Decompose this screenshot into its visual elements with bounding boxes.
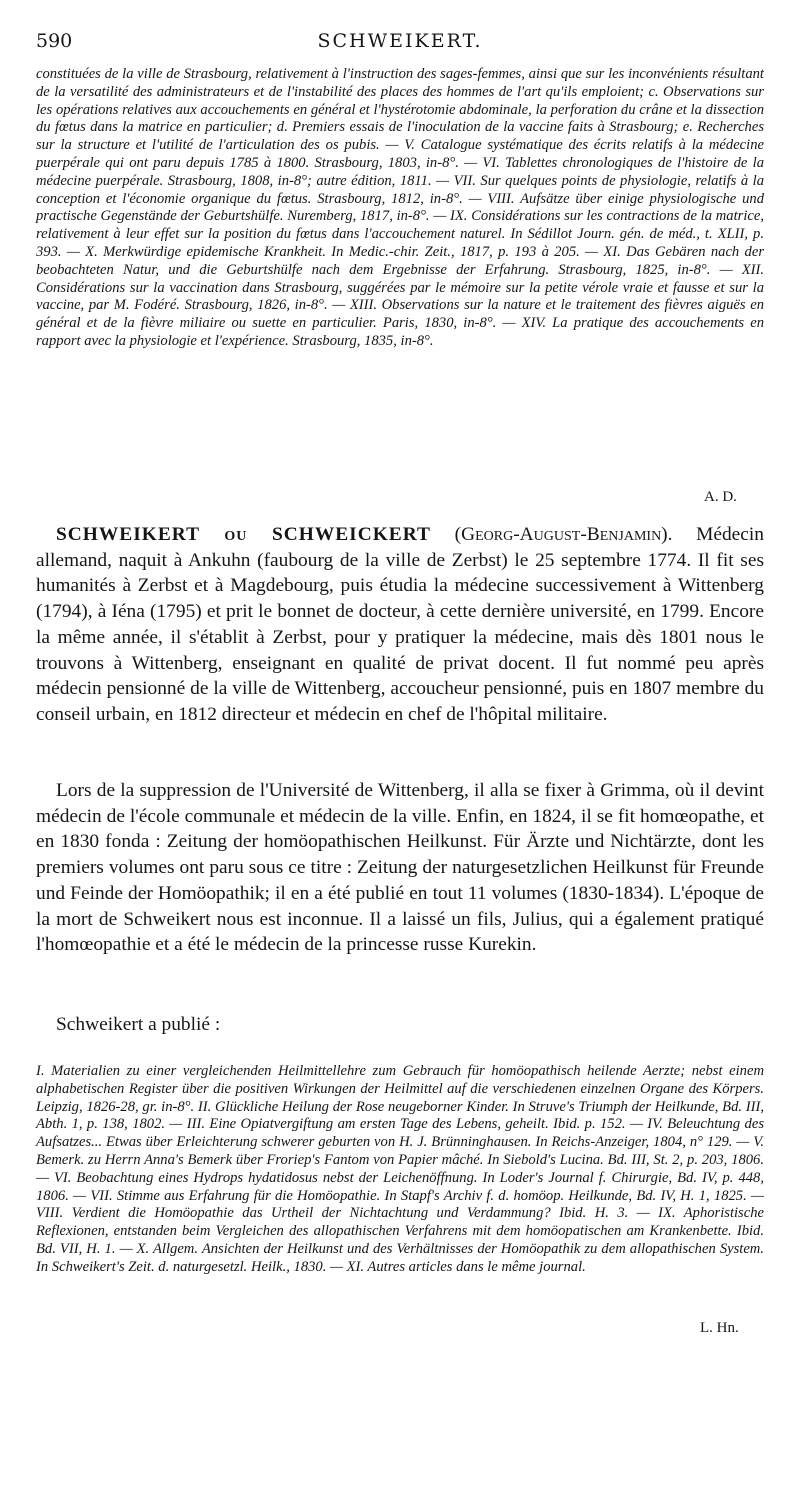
entry-signature: L. Hn. — [700, 1320, 739, 1336]
entry-paragraph-1 — [36, 522, 764, 728]
entry-paragraph-2: Lors de la suppression de l'Université de Wittenberg, il alla se fixer à Grimma, où il devint médecin de l'école communale et médecin de la ville. Enfin, en 1824, il se fit homœopathe, et en 1830 fonda : Zeitung der homöopathischen Heilkunst. Für Ärzte und Nichtärzte, dont les premiers volumes ont paru sous ce titre : Zeitung der naturgesetzlichen Heilkunst für Freunde und Feinde der Homöopathik; il en a été publié en tout 11 volumes (1830-1834). L'époque de la mort de Schweikert nous est inconnue. Il a laissé un fils, Julius, qui a également pratiqué l'homœopathie et a été le médecin de la princesse russe Kurekin. — [36, 780, 764, 956]
entry-paragraph-3: Schweikert a publié : — [56, 1014, 221, 1035]
entry-paragraph-1-text: Médecin allemand, naquit à Ankuhn (faubourg de la ville de Zerbst) le 25 septembre 1774. Il fit ses humanités à Zerbst et à Magdebourg, puis étudia la médecine successivement à Wittenberg (1794), à Iéna (1795) et prit le bonnet de docteur, à cette dernière université, en 1799. Encore la même année, il s'établit à Zerbst, pour y pratiquer la médecine, mais dès 1801 nous le trouvons à Wittenberg, enseignant en qualité de privat docent. Il fut nommé peu après médecin pensionné de la ville de Wittenberg, accoucheur pensionné, puis en 1807 membre du conseil urbain, en 1812 directeur et médecin en chef de l'hôpital militaire. — [36, 524, 764, 725]
running-head — [36, 30, 764, 54]
entry-headword: SCHWEIKERT ou SCHWEICKERT — [56, 524, 431, 545]
previous-entry-bibliography: constituées de la ville de Strasbourg, relativement à l'instruction des sages-femmes, ainsi que sur les inconvénients résultant de la versatilité des administrateurs et de l'instabilité des places des hommes de l'art qu'ils emploient; c. Observations sur les opérations relatives aux accouchements en général et l'hystérotomie abdominale, la perforation du crâne et la dissection du fœtus dans la matrice en particulier; d. Premiers essais de l'inoculation de la vaccine faits à Strasbourg; e. Recherches sur la structure et l'utilité de l'articulation des os pubis. — V. Catalogue systématique des écrits relatifs à la médecine puerpérale qui ont paru depuis 1785 à 1800. Strasbourg, 1803, in-8°. — VI. Tablettes chronologiques de l'histoire de la médecine puerpérale. Strasbourg, 1808, in-8°; autre édition, 1811. — VII. Sur quelques points de physiologie, relatifs à la conception et l'économie organique du fœtus. Strasbourg, 1812, in-8°. — VIII. Aufsätze über einige physiologische und practische Gegenstände der Geburtshülfe. Nuremberg, 1817, in-8°. — IX. Considérations sur les contractions de la matrice, relativement à leur effet sur la position du fœtus dans l'accouchement naturel. In Sédillot Journ. gén. de méd., t. XLII, p. 393. — X. Merkwürdige epidemische Krankheit. In Medic.-chir. Zeit., 1817, p. 193 à 205. — XI. Das Gebären nach der beobachteten Natur, und die Geburtshülfe nach dem Ergebnisse der Erfahrung. Strasbourg, 1825, in-8°. — XII. Considérations sur la vaccination dans Strasbourg, suggérées par le mémoire sur la petite vérole vraie et fausse et sur la vaccine, par M. Fodéré. Strasbourg, 1826, in-8°. — XIII. Observations sur la nature et le traitement des fièvres aiguës en général et de la fièvre miliaire ou suette en particulier. Paris, 1830, in-8°. — XIV. La pratique des accouchements en rapport avec la physiologie et l'expérience. Strasbourg, 1835, in-8°. — [36, 66, 764, 349]
previous-entry-signature: A. D. — [704, 489, 737, 505]
entry-given-names: (Georg-August-Benjamin). — [454, 524, 673, 545]
page-number: 590 — [36, 30, 73, 52]
running-title: SCHWEIKERT. — [317, 30, 483, 52]
entry-works-list: I. Materialien zu einer vergleichenden Heilmittellehre zum Gebrauch für homöopathisch heilende Aerzte; nebst einem alphabetischen Register über die positiven Wirkungen der Heilmittel auf die verschiedenen einzelnen Organe des Körpers. Leipzig, 1826-28, gr. in-8°. II. Glückliche Heilung der Rose neugeborner Kinder. In Struve's Triumph der Heilkunde, Bd. III, Abth. 1, p. 138, 1802. — III. Eine Opiatvergiftung am ersten Tage des Lebens, geheilt. Ibid. p. 152. — IV. Beleuchtung des Aufsatzes... Etwas über Erleichterung schwerer geburten von H. J. Brünninghausen. In Reichs-Anzeiger, 1804, n° 129. — V. Bemerk. zu Herrn Anna's Bemerk über Froriep's Fantom von Papier mâché. In Siebold's Lucina. Bd. III, St. 2, p. 203, 1806. — VI. Beobachtung eines Hydrops hydatidosus nebst der Leichenöffnung. In Loder's Journal f. Chirurgie, Bd. IV, p. 448, 1806. — VII. Stimme aus Erfahrung für die Homöopathie. In Stapf's Archiv f. d. homöop. Heilkunde, Bd. IV, H. 1, 1825. — VIII. Verdient die Homöopathie das Urtheil der Nichtachtung und Verdammung? Ibid. H. 3. — IX. Aphoristische Reflexionen, entstanden beim Vergleichen des allopathischen Verfahrens mit dem homöopatischen am Krankenbette. Ibid. Bd. VII, H. 1. — X. Allgem. Ansichten der Heilkunst und des Verhältnisses der Homöopathik zu dem allopathischen System. In Schweikert's Zeit. d. naturgesetzl. Heilk., 1830. — XI. Autres articles dans le même journal. — [36, 1063, 764, 1275]
